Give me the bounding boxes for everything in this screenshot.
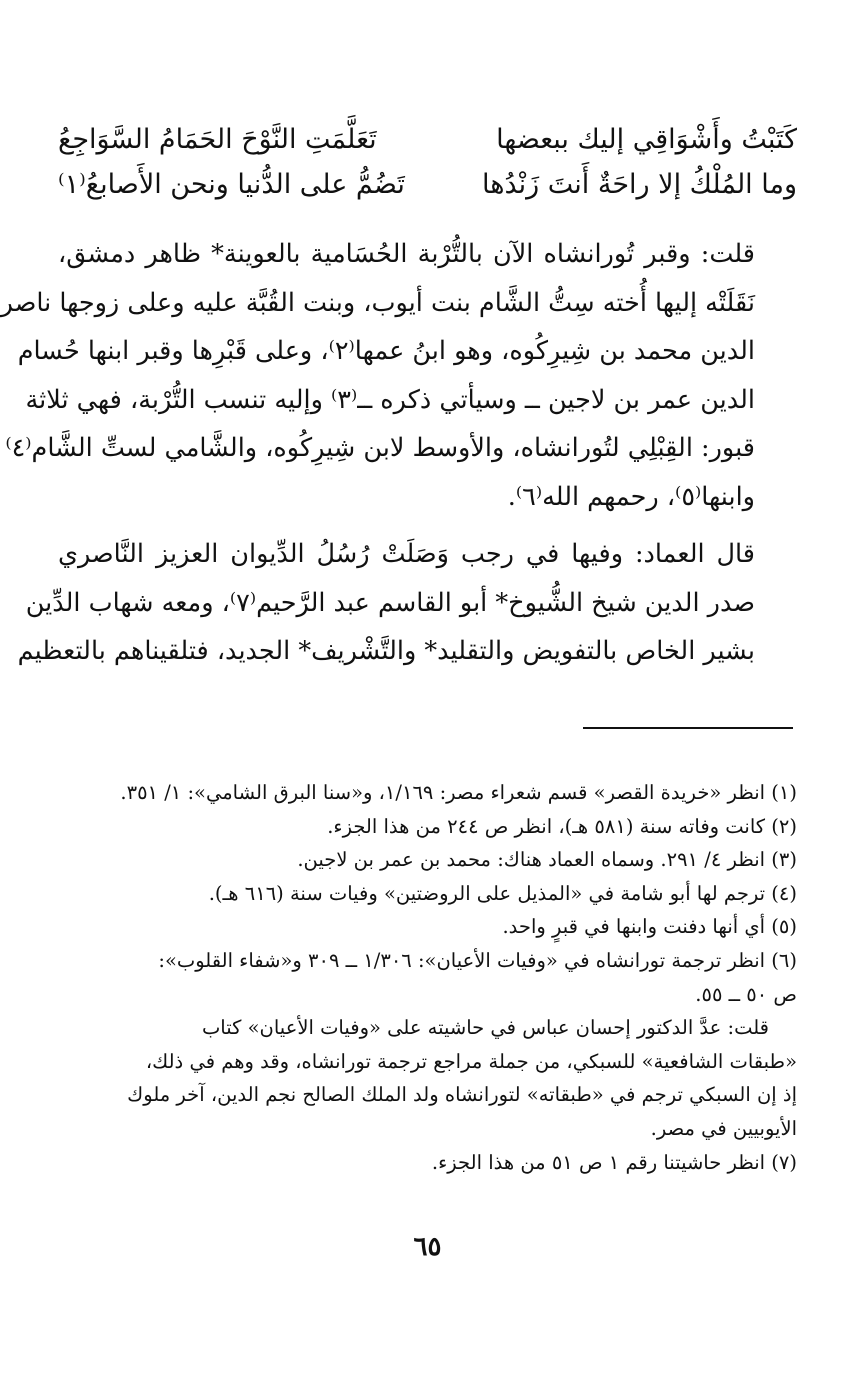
footnotes <box>58 776 797 1179</box>
text-line: قال العماد: وفيها في رجب وَصَلَتْ رُسُلُ الدِّيوان العزيز النَّاصري <box>58 539 755 569</box>
verse-second-hemistich: تَضُمُّ على الدُّنيا ونحن الأَصابعُ⁽١⁾ <box>58 169 405 200</box>
body-paragraph <box>17 530 797 676</box>
text-line: نَقَلَتْه إليها أُخته سِتُّ الشَّام بنت أيوب، وبنت القُبَّة عليه وعلى زوجها ناصر <box>0 287 755 318</box>
footnote-continuation: ص ٥٠ ــ ٥٥. <box>695 982 797 1006</box>
footnote: (٢) كانت وفاته سنة (٥٨١ هـ)، انظر ص ٢٤٤ من هذا الجزء. <box>327 814 797 838</box>
footnote: (٥) أي أنها دفنت وابنها في قبرٍ واحد. <box>502 915 797 939</box>
text-line: قلت: وقبر تُورانشاه الآن بالتُّرْبة الحُسَامية بالعوينة* ظاهر دمشق، <box>58 239 755 269</box>
poem-verse <box>58 120 797 160</box>
footnote-continuation: الأيوبيين في مصر. <box>650 1116 797 1140</box>
text-line: بشير الخاص بالتفويض والتقليد* والتَّشْريف* الجديد، فتلقيناهم بالتعظيم <box>17 636 755 666</box>
page-number: ٦٥ <box>413 1232 442 1262</box>
text-line: الدين محمد بن شِيرِكُوه، وهو ابنُ عمها⁽٢⁾، وعلى قَبْرِها وقبر ابنها حُسام <box>17 336 755 366</box>
text-line: الدين عمر بن لاجين ــ وسيأتي ذكره ــ⁽٣⁾ وإليه تنسب التُّرْبة، فهي ثلاثة <box>25 384 755 415</box>
footnote: (٤) ترجم لها أبو شامة في «المذيل على الروضتين» وفيات سنة (٦١٦ هـ). <box>208 881 797 905</box>
verse-first-hemistich: كَتَبْتُ وأَشْوَاقِي إليك ببعضها <box>496 124 797 155</box>
verse-second-hemistich: تَعَلَّمَتِ النَّوْحَ الحَمَامُ السَّوَاجِعُ <box>58 124 377 155</box>
footnote-separator <box>583 727 793 729</box>
poem-verse <box>58 165 797 205</box>
footnote: (٣) انظر ٤/ ٢٩١. وسماه العماد هناك: محمد بن عمر بن لاجين. <box>297 848 797 872</box>
footnote-continuation: «طبقات الشافعية» للسبكي، من جملة مراجع ترجمة تورانشاه، وقد وهم في ذلك، <box>145 1049 797 1073</box>
footnote: (١) انظر «خريدة القصر» قسم شعراء مصر: ١/١٦٩، و«سنا البرق الشامي»: ١/ ٣٥١. <box>120 781 797 804</box>
footnote-note: قلت: عدَّ الدكتور إحسان عباس في حاشيته على «وفيات الأعيان» كتاب <box>201 1016 769 1040</box>
footnote-continuation: إذ إن السبكي ترجم في «طبقاته» لتورانشاه ولد الملك الصالح نجم الدين، آخر ملوك <box>127 1083 797 1107</box>
text-line: وابنها⁽٥⁾، رحمهم الله⁽٦⁾. <box>507 481 755 512</box>
text-line: قبور: القِبْلِي لتُورانشاه، والأوسط لابن شِيرِكُوه، والشَّامي لستِّ الشَّام⁽٤⁾ <box>5 433 755 463</box>
verse-first-hemistich: وما المُلْكُ إلا راحَةٌ أَنتَ زَنْدُها <box>482 169 797 200</box>
text-line: صدر الدين شيخ الشُّيوخ* أبو القاسم عبد الرَّحيم⁽٧⁾، ومعه شهاب الدِّين <box>25 587 755 618</box>
body-paragraph <box>0 230 797 521</box>
footnote: (٧) انظر حاشيتنا رقم ١ ص ٥١ من هذا الجزء. <box>431 1150 797 1174</box>
footnote: (٦) انظر ترجمة تورانشاه في «وفيات الأعيان»: ١/٣٠٦ ــ ٣٠٩ و«شفاء القلوب»: <box>158 948 797 972</box>
